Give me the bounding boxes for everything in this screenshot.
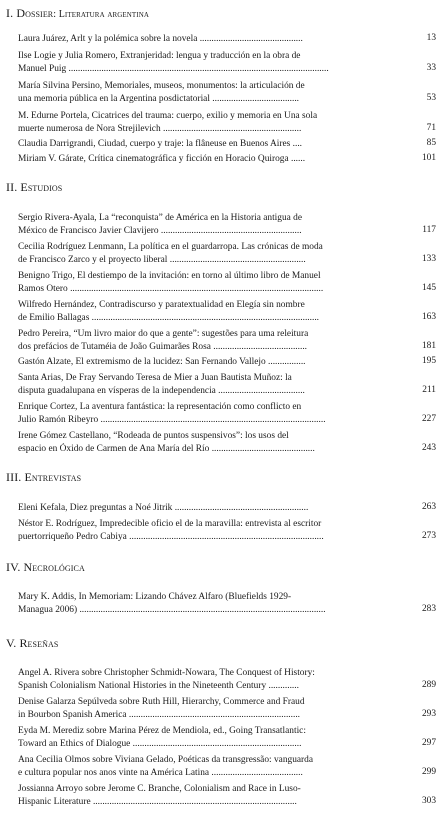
section-heading bbox=[6, 6, 149, 21]
page-number: 181 bbox=[421, 341, 436, 351]
toc-entry bbox=[18, 430, 413, 456]
toc-entry bbox=[18, 591, 413, 617]
page-number: 195 bbox=[421, 356, 436, 366]
toc-entry-line: Toward an Ethics of Dialogue ........................................................................ bbox=[18, 739, 302, 749]
page-number: 145 bbox=[421, 283, 436, 293]
section-subtitle: : Literatura argentina bbox=[53, 9, 150, 20]
toc-entry-line: Irene Gómez Castellano, “Rodeada de puntos suspensivos”: los usos del bbox=[18, 431, 289, 441]
toc-entry bbox=[18, 667, 413, 693]
section-heading bbox=[6, 636, 58, 651]
toc-entry-line: Angel A. Rivera sobre Christopher Schmidt-Nowara, The Conquest of History: bbox=[18, 668, 315, 678]
toc-entry-line: Claudia Darrigrandi, Ciudad, cuerpo y traje: la flâneuse en Buenos Aires .... bbox=[18, 139, 303, 149]
toc-entry-line: Laura Juárez, Arlt y la polémica sobre la novela ............................................ bbox=[18, 34, 303, 44]
toc-entry-line: Benigno Trigo, El destiempo de la invitación: en torno al último libro de Manuel bbox=[18, 271, 321, 281]
toc-entry-line: Cecilia Rodríguez Lenmann, La política en el guardarropa. Las crónicas de moda bbox=[18, 242, 323, 252]
toc-entry-line: Eleni Kefala, Diez preguntas a Noé Jitrik ......................................................... bbox=[18, 503, 309, 513]
toc-entry-line: in Bourbon Spanish America ......................................................................... bbox=[18, 710, 301, 720]
toc-entry bbox=[18, 356, 413, 369]
toc-entry-line: Managua 2006) ......................................................................................................... bbox=[18, 605, 326, 615]
toc-entry bbox=[18, 401, 413, 427]
toc-entry-line: Ana Cecilia Olmos sobre Viviana Gelado, Poéticas da transgressão: vanguarda bbox=[18, 755, 314, 765]
toc-entry bbox=[18, 502, 413, 515]
toc-entry-line: Néstor E. Rodríguez, Impredecible oficio el de la maravilla: entrevista al escritor bbox=[18, 519, 322, 529]
toc-entry bbox=[18, 696, 413, 722]
page-number: 101 bbox=[421, 153, 436, 163]
toc-entry-line: Wilfredo Hernández, Contradiscurso y paratextualidad en Elegía sin nombre bbox=[18, 300, 305, 310]
toc-entry-line: Pedro Pereira, “Um livro maior do que a gente”: sugestões para uma releitura bbox=[18, 329, 309, 339]
page-number: 227 bbox=[421, 414, 436, 424]
toc-entry bbox=[18, 153, 413, 166]
page-number: 293 bbox=[421, 709, 436, 719]
toc-entry-line: Ramos Otero ............................................................................................................ bbox=[18, 284, 324, 294]
toc-entry-line: Jossianna Arroyo sobre Jerome C. Branche, Colonialism and Race in Luso- bbox=[18, 784, 301, 794]
page-number: 243 bbox=[421, 443, 436, 453]
toc-entry bbox=[18, 212, 413, 238]
page-number: 299 bbox=[421, 767, 436, 777]
page-number: 303 bbox=[421, 796, 436, 806]
toc-entry-line: Julio Ramón Ribeyro ................................................................................................ bbox=[18, 415, 326, 425]
toc-entry-line: María Silvina Persino, Memoriales, museos, monumentos: la articulación de bbox=[18, 81, 305, 91]
section-heading bbox=[6, 180, 62, 195]
page-number: 297 bbox=[421, 738, 436, 748]
toc-entry-line: M. Edurne Portela, Cicatrices del trauma: cuerpo, exilio y memoria en Una sola bbox=[18, 111, 318, 121]
toc-entry bbox=[18, 80, 413, 106]
toc-entry-line: espacio en Óxido de Carmen de Ana María del Río ............................................ bbox=[18, 444, 315, 454]
section-number: II. bbox=[6, 180, 18, 194]
page-number: 117 bbox=[422, 225, 436, 235]
toc-entry-line: Spanish Colonialism National Histories in the Nineteenth Century ............. bbox=[18, 681, 299, 691]
toc-entry bbox=[18, 138, 413, 151]
toc-entry-line: Ilse Logie y Julia Romero, Extranjeridad: lengua y traducción en la obra de bbox=[18, 51, 301, 61]
toc-entry bbox=[18, 33, 413, 46]
toc-entry bbox=[18, 725, 413, 751]
toc-entry-line: de Francisco Zarco y el proyecto liberal .......................................................... bbox=[18, 255, 306, 265]
toc-entry bbox=[18, 299, 413, 325]
toc-entry-line: México de Francisco Javier Clavijero ............................................................ bbox=[18, 226, 302, 236]
section-number: IV. bbox=[6, 560, 21, 574]
section-heading bbox=[6, 470, 81, 485]
page-number: 133 bbox=[421, 254, 436, 264]
toc-entry bbox=[18, 50, 413, 76]
toc-entry-line: de Emilio Ballagas ................................................................................................. bbox=[18, 313, 320, 323]
page-number: 289 bbox=[421, 680, 436, 690]
section-title: Reseñas bbox=[19, 636, 59, 650]
toc-entry bbox=[18, 328, 413, 354]
page-number: 13 bbox=[426, 33, 436, 43]
toc-entry-line: Denise Galarza Sepúlveda sobre Ruth Hill, Hierarchy, Commerce and Fraud bbox=[18, 697, 305, 707]
toc-entry bbox=[18, 783, 413, 809]
page-number: 53 bbox=[426, 93, 436, 103]
page-number: 211 bbox=[422, 385, 436, 395]
toc-entry-line: Santa Arias, De Fray Servando Teresa de Mier a Juan Bautista Muñoz: la bbox=[18, 373, 292, 383]
page-number: 263 bbox=[421, 502, 436, 512]
toc-entry bbox=[18, 270, 413, 296]
toc-entry bbox=[18, 372, 413, 398]
section-heading bbox=[6, 560, 85, 575]
toc-entry-line: Enrique Cortez, La aventura fantástica: la representación como conflicto en bbox=[18, 402, 302, 412]
toc-entry-line: Hispanic Literature ....................................................................................... bbox=[18, 797, 297, 807]
page-number: 163 bbox=[421, 312, 436, 322]
toc-entry-line: dos prefácios de Tutaméia de João Guimarães Rosa ........................................ bbox=[18, 342, 308, 352]
toc-entry-line: Mary K. Addis, In Memoriam: Lizando Chávez Alfaro (Bluefields 1929- bbox=[18, 592, 292, 602]
toc-entry-line: Miriam V. Gárate, Crítica cinematográfica y ficción en Horacio Quiroga ...... bbox=[18, 154, 306, 164]
toc-entry bbox=[18, 110, 413, 136]
page-number: 33 bbox=[426, 63, 436, 73]
toc-entry bbox=[18, 241, 413, 267]
section-number: III. bbox=[6, 470, 22, 484]
toc-entry-line: Sergio Rivera-Ayala, La “reconquista” de América en la Historia antigua de bbox=[18, 213, 303, 223]
section-number: V. bbox=[6, 636, 17, 650]
page-number: 85 bbox=[426, 138, 436, 148]
toc-entry-line: puertorriqueño Pedro Cabiya ................................................................................... bbox=[18, 532, 324, 542]
toc-entry-line: disputa guadalupana en vísperas de la independencia ..................................... bbox=[18, 386, 305, 396]
toc-entry bbox=[18, 518, 413, 544]
section-title: Necrológica bbox=[23, 560, 85, 574]
toc-entry bbox=[18, 754, 413, 780]
toc-entry-line: Manuel Puig ............................................................................................................... bbox=[18, 64, 329, 74]
toc-entry-line: una memoria pública en la Argentina posdictatorial ..................................... bbox=[18, 94, 300, 104]
toc-entry-line: muerte numerosa de Nora Strejilevich ........................................................... bbox=[18, 124, 302, 134]
section-title: Dossier bbox=[16, 6, 54, 20]
section-title: Entrevistas bbox=[24, 470, 82, 484]
toc-entry-line: e cultura popular nos anos vinte na América Latina ....................................... bbox=[18, 768, 303, 778]
page-number: 283 bbox=[421, 604, 436, 614]
section-title: Estudios bbox=[20, 180, 63, 194]
page-number: 273 bbox=[421, 531, 436, 541]
toc-entry-line: Gastón Alzate, El extremismo de la lucidez: San Fernando Vallejo ................ bbox=[18, 357, 306, 367]
page-number: 71 bbox=[426, 123, 436, 133]
toc-entry-line: Eyda M. Merediz sobre Marina Pérez de Mendiola, ed., Going Transatlantic: bbox=[18, 726, 306, 736]
section-number: I. bbox=[6, 6, 14, 20]
